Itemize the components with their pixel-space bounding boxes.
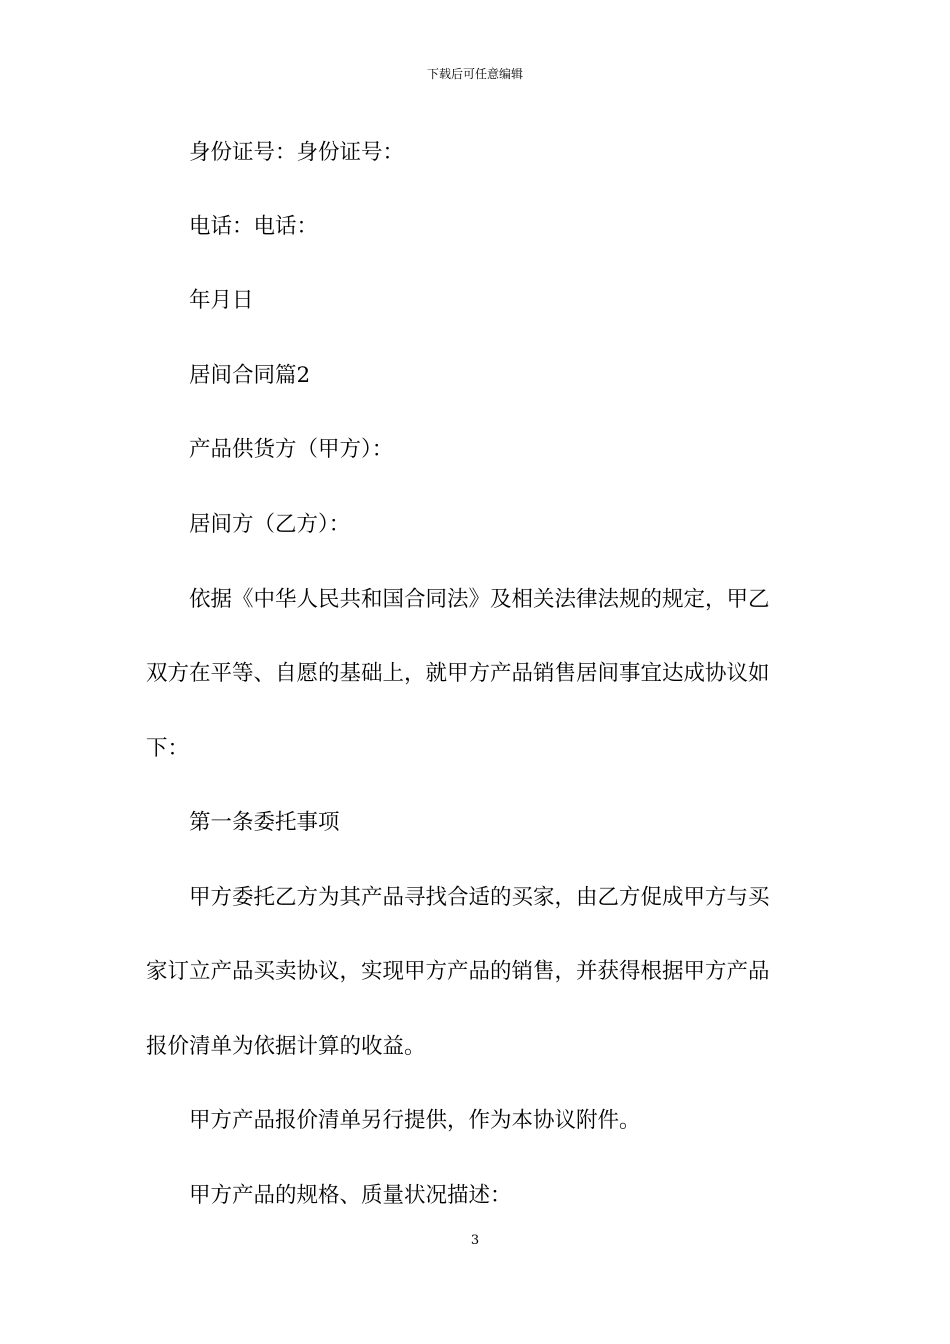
paragraph-entrust-line-2: 家订立产品买卖协议，实现甲方产品的销售，并获得根据甲方产品 — [146, 959, 770, 984]
paragraph-basis-line-1: 依据《中华人民共和国合同法》及相关法律法规的规定，甲乙 — [189, 587, 770, 612]
text-line-id-number: 身份证号：身份证号： — [189, 140, 405, 165]
text-line-date: 年月日 — [189, 288, 254, 313]
text-line-phone: 电话：电话： — [189, 214, 319, 239]
page-number: 3 — [470, 1233, 480, 1248]
paragraph-basis-line-3: 下： — [146, 736, 190, 761]
paragraph-entrust-line-1: 甲方委托乙方为其产品寻找合适的买家，由乙方促成甲方与买 — [189, 885, 770, 910]
paragraph-basis-line-2: 双方在平等、自愿的基础上，就甲方产品销售居间事宜达成协议如 — [146, 661, 770, 686]
text-line-party-b: 居间方（乙方）： — [189, 512, 351, 537]
text-line-price-list: 甲方产品报价清单另行提供，作为本协议附件。 — [189, 1108, 641, 1133]
section-title-contract-2: 居间合同篇2 — [189, 363, 311, 388]
text-line-party-a: 产品供货方（甲方）： — [189, 437, 394, 462]
paragraph-entrust-line-3: 报价清单为依据计算的收益。 — [146, 1034, 426, 1059]
article-title-1: 第一条委托事项 — [189, 810, 340, 835]
text-line-specification: 甲方产品的规格、质量状况描述： — [189, 1183, 512, 1208]
page-header: 下载后可任意编辑 — [426, 67, 523, 81]
